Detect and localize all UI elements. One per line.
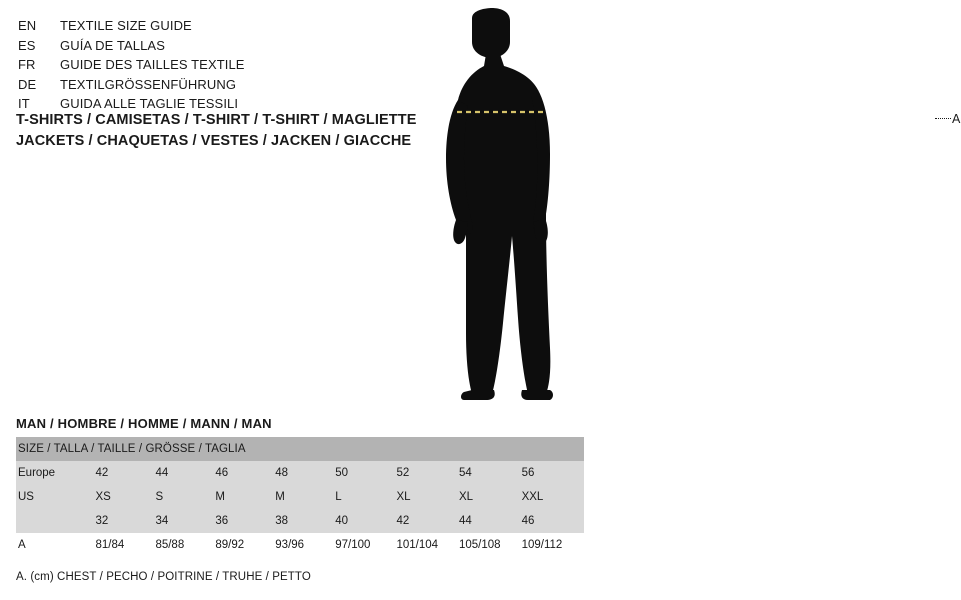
cell: 32 <box>96 509 156 533</box>
table-row <box>16 485 584 509</box>
cell: 97/100 <box>335 533 396 557</box>
table-row <box>16 533 584 557</box>
cell: 56 <box>522 461 584 485</box>
cell: 48 <box>275 461 335 485</box>
table-row <box>16 461 584 485</box>
cell: XL <box>396 485 459 509</box>
table-footnote: A. (cm) CHEST / PECHO / POITRINE / TRUHE / PETTO <box>16 571 311 583</box>
legend-text-de: TEXTILGRÖSSENFÜHRUNG <box>60 76 237 92</box>
legend-text-es: GUÍA DE TALLAS <box>60 37 165 53</box>
category-jackets: JACKETS / CHAQUETAS / VESTES / JACKEN / GIACCHE <box>16 133 412 149</box>
cell: 44 <box>459 509 522 533</box>
cell: 36 <box>215 509 275 533</box>
cell: 105/108 <box>459 533 522 557</box>
legend-code-en: EN <box>18 18 37 33</box>
legend-row <box>18 75 378 95</box>
cell: M <box>215 485 275 509</box>
cell: 93/96 <box>275 533 335 557</box>
measure-marker-a: A <box>952 112 961 126</box>
cell: 42 <box>96 461 156 485</box>
legend-code-fr: FR <box>18 57 36 72</box>
size-table <box>16 437 584 557</box>
legend-text-it: GUIDA ALLE TAGLIE TESSILI <box>60 96 239 111</box>
row-label-us: US <box>16 485 96 509</box>
table-row <box>16 509 584 533</box>
cell: 38 <box>275 509 335 533</box>
legend-row <box>18 16 378 36</box>
category-tshirts: T-SHIRTS / CAMISETAS / T-SHIRT / T-SHIRT / MAGLIETTE <box>16 112 417 128</box>
legend-text-en: TEXTILE SIZE GUIDE <box>60 18 192 33</box>
category-headings <box>16 110 436 152</box>
table-header-row <box>16 437 584 461</box>
table-header-label: SIZE / TALLA / TAILLE / GRÖSSE / TAGLIA <box>16 437 584 461</box>
legend-code-it: IT <box>18 96 30 111</box>
cell: M <box>275 485 335 509</box>
table-title-man: MAN / HOMBRE / HOMME / MANN / MAN <box>16 416 272 431</box>
cell: L <box>335 485 396 509</box>
cell: 50 <box>335 461 396 485</box>
cell: 81/84 <box>96 533 156 557</box>
row-label-us-numeric <box>16 509 96 533</box>
cell: 109/112 <box>522 533 584 557</box>
cell: 34 <box>155 509 215 533</box>
cell: 101/104 <box>396 533 459 557</box>
mannequin-figure <box>400 8 961 408</box>
cell: 42 <box>396 509 459 533</box>
cell: 89/92 <box>215 533 275 557</box>
row-label-europe: Europe <box>16 461 96 485</box>
legend-text-fr: GUIDE DES TAILLES TEXTILE <box>60 57 245 72</box>
cell: 54 <box>459 461 522 485</box>
cell: 46 <box>522 509 584 533</box>
language-legend <box>18 16 378 114</box>
cell: 52 <box>396 461 459 485</box>
measure-leader-line <box>935 118 951 121</box>
cell: 46 <box>215 461 275 485</box>
legend-code-de: DE <box>18 76 37 92</box>
size-table-block <box>16 416 584 583</box>
row-label-a: A <box>16 533 96 557</box>
cell: 85/88 <box>155 533 215 557</box>
cell: XL <box>459 485 522 509</box>
cell: 44 <box>155 461 215 485</box>
legend-row <box>18 36 378 56</box>
cell: XS <box>96 485 156 509</box>
cell: XXL <box>522 485 584 509</box>
cell: S <box>155 485 215 509</box>
cell: 40 <box>335 509 396 533</box>
legend-row <box>18 55 378 75</box>
legend-code-es: ES <box>18 37 36 53</box>
